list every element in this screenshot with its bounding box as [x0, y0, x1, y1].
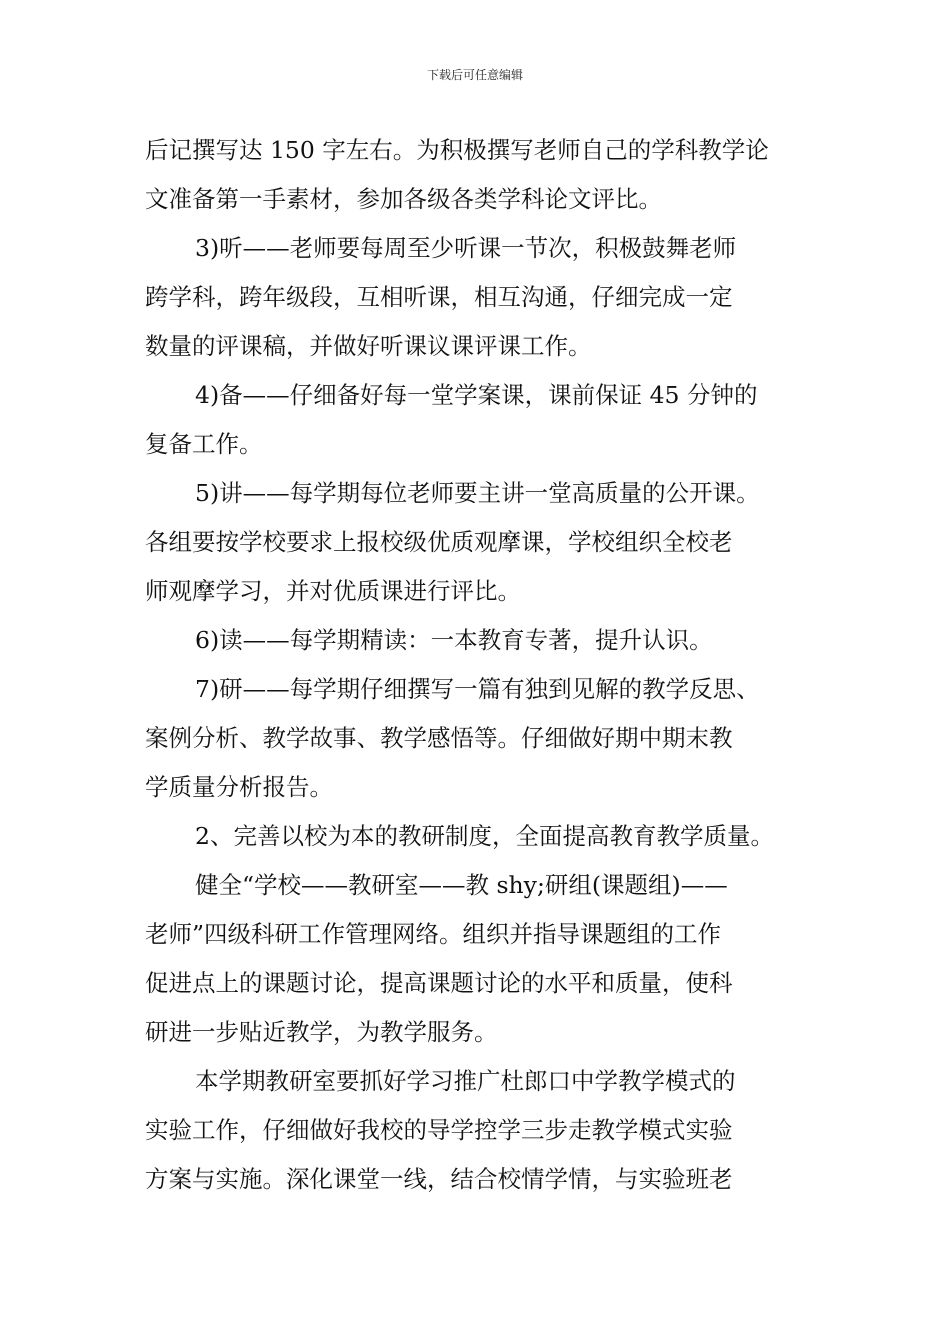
text-line: 2、完善以校为本的教研制度，全面提高教育教学质量。	[195, 822, 774, 850]
text-line: 数量的评课稿，并做好听课议课评课工作。	[145, 332, 592, 360]
text-line: 3)听——老师要每周至少听课一节次，积极鼓舞老师	[195, 234, 737, 262]
text-line: 案例分析、教学故事、教学感悟等。仔细做好期中期末教	[145, 724, 733, 752]
text-line: 文准备第一手素材，参加各级各类学科论文评比。	[145, 185, 662, 213]
text-line: 7)研——每学期仔细撰写一篇有独到见解的教学反思、	[195, 675, 760, 703]
text-line: 各组要按学校要求上报校级优质观摩课，学校组织全校老	[145, 528, 733, 556]
text-line: 方案与实施。深化课堂一线，结合校情学情，与实验班老	[145, 1165, 733, 1193]
text-line: 复备工作。	[145, 430, 263, 458]
document-body	[145, 126, 825, 1204]
text-line: 研进一步贴近教学，为教学服务。	[145, 1018, 498, 1046]
text-line: 跨学科，跨年级段，互相听课，相互沟通，仔细完成一定	[145, 283, 733, 311]
page-header: 下载后可任意编辑	[426, 68, 523, 82]
text-line: 后记撰写达 150 字左右。为积极撰写老师自己的学科教学论	[145, 136, 769, 164]
text-line: 健全“学校——教研室——教 shy;研组(课题组)——	[195, 871, 728, 899]
text-line: 6)读——每学期精读：一本教育专著，提升认识。	[195, 626, 713, 654]
text-line: 本学期教研室要抓好学习推广杜郎口中学教学模式的	[195, 1067, 736, 1095]
text-line: 老师”四级科研工作管理网络。组织并指导课题组的工作	[145, 920, 722, 948]
text-line: 实验工作，仔细做好我校的导学控学三步走教学模式实验	[145, 1116, 733, 1144]
text-line: 5)讲——每学期每位老师要主讲一堂高质量的公开课。	[195, 479, 760, 507]
text-line: 师观摩学习，并对优质课进行评比。	[145, 577, 521, 605]
text-line: 学质量分析报告。	[145, 773, 333, 801]
text-line: 促进点上的课题讨论，提高课题讨论的水平和质量，使科	[145, 969, 733, 997]
text-line: 4)备——仔细备好每一堂学案课，课前保证 45 分钟的	[195, 381, 758, 409]
